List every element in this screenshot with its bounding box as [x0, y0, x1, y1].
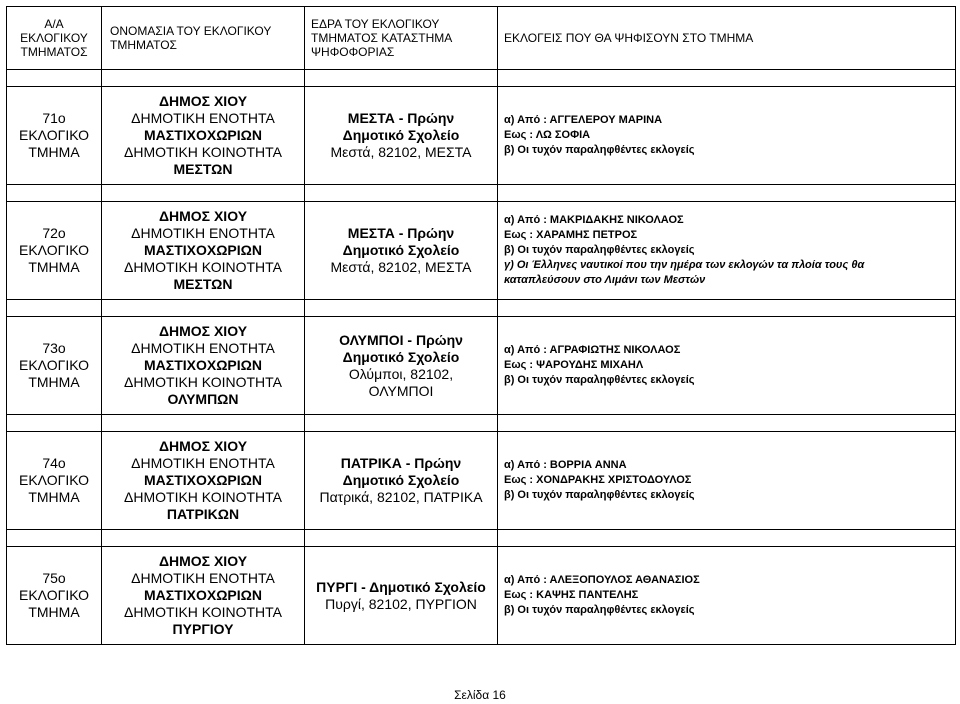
spacer-cell	[498, 300, 956, 317]
polling-place-line: ΟΛΥΜΠΟΙ - Πρώην	[339, 331, 463, 348]
section-code	[7, 432, 102, 530]
section-name-line: ΔΗΜΟΤΙΚΗ ΚΟΙΝΟΤΗΤΑ	[124, 259, 282, 275]
section-code-line: 75ο	[42, 570, 66, 586]
spacer-cell	[7, 300, 102, 317]
row-spacer	[7, 530, 956, 547]
polling-place	[305, 87, 498, 185]
section-code-line: 73ο	[42, 340, 66, 356]
polling-place-line: Δημοτικό Σχολείο	[342, 127, 460, 143]
row-spacer	[7, 70, 956, 87]
spacer-cell	[498, 70, 956, 87]
spacer-cell	[498, 185, 956, 202]
section-name-line: ΜΑΣΤΙΧΟΧΩΡΙΩΝ	[144, 127, 262, 143]
section-name-line: ΜΑΣΤΙΧΟΧΩΡΙΩΝ	[144, 472, 262, 488]
polling-place-line: Πατρικά, 82102, ΠΑΤΡΙΚΑ	[319, 489, 483, 505]
section-code-line: ΕΚΛΟΓΙΚΟ	[18, 587, 90, 603]
header-section-name	[102, 7, 305, 70]
section-name-line: ΔΗΜΟΣ ΧΙΟΥ	[158, 438, 248, 454]
polling-place-line: ΜΕΣΤΑ - Πρώην	[347, 110, 455, 126]
section-name-line: ΠΥΡΓΙΟΥ	[172, 621, 234, 637]
table-row	[7, 432, 956, 530]
spacer-cell	[7, 415, 102, 432]
section-code	[7, 547, 102, 645]
row-spacer	[7, 185, 956, 202]
spacer-cell	[305, 300, 498, 317]
section-name-line: ΜΑΣΤΙΧΟΧΩΡΙΩΝ	[144, 242, 262, 258]
polling-place-line: ΜΕΣΤΑ - Πρώην	[347, 225, 455, 241]
section-name-line: ΔΗΜΟΣ ΧΙΟΥ	[158, 208, 248, 224]
section-name-line: ΔΗΜΟΤΙΚΗ ΚΟΙΝΟΤΗΤΑ	[124, 604, 282, 620]
polling-place-line: ΠΥΡΓΙ - Δημοτικό Σχολείο	[316, 578, 486, 595]
section-code-line: ΤΜΗΜΑ	[28, 144, 80, 160]
section-name-line: ΔΗΜΟΤΙΚΗ ΕΝΟΤΗΤΑ	[131, 340, 275, 356]
voters-range-line: Εως : ΛΩ ΣΟΦΙΑ	[504, 129, 591, 141]
section-code-line: ΕΚΛΟΓΙΚΟ	[18, 242, 90, 258]
polling-place	[305, 202, 498, 300]
row-spacer	[7, 300, 956, 317]
header-text: ΤΜΗΜΑΤΟΣ	[110, 38, 177, 52]
voters-range-line: β) Οι τυχόν παραληφθέντες εκλογείς	[504, 489, 695, 501]
section-name-line: ΜΕΣΤΩΝ	[173, 276, 233, 292]
page-number: Σελίδα 16	[454, 688, 506, 702]
voters-range	[498, 317, 956, 415]
section-code-line: 72ο	[42, 225, 66, 241]
header-text: ΕΚΛΟΓΙΚΟΥ	[20, 31, 88, 45]
voters-range	[498, 547, 956, 645]
section-name-line: ΔΗΜΟΣ ΧΙΟΥ	[158, 553, 248, 569]
table-row	[7, 202, 956, 300]
polling-place-line: Μεστά, 82102, ΜΕΣΤΑ	[330, 144, 472, 160]
section-name-line: ΔΗΜΟΤΙΚΗ ΕΝΟΤΗΤΑ	[131, 110, 275, 126]
section-name-line: ΟΛΥΜΠΩΝ	[167, 391, 239, 407]
voters-range-line: Εως : ΨΑΡΟΥΔΗΣ ΜΙΧΑΗΛ	[504, 359, 644, 371]
section-code-line: ΕΚΛΟΓΙΚΟ	[18, 472, 90, 488]
spacer-cell	[305, 70, 498, 87]
voters-range-line: Εως : ΧΑΡΑΜΗΣ ΠΕΤΡΟΣ	[504, 229, 638, 241]
spacer-cell	[102, 415, 305, 432]
table-row	[7, 317, 956, 415]
section-name-line: ΔΗΜΟΤΙΚΗ ΕΝΟΤΗΤΑ	[131, 225, 275, 241]
table-row	[7, 87, 956, 185]
spacer-cell	[305, 530, 498, 547]
header-text: ΤΜΗΜΑΤΟΣ	[20, 45, 88, 59]
section-name-line: ΔΗΜΟΤΙΚΗ ΚΟΙΝΟΤΗΤΑ	[124, 374, 282, 390]
section-name-line: ΔΗΜΟΤΙΚΗ ΕΝΟΤΗΤΑ	[131, 570, 275, 586]
voters-range-line: β) Οι τυχόν παραληφθέντες εκλογείς	[504, 144, 695, 156]
header-polling-place	[305, 7, 498, 70]
spacer-cell	[498, 415, 956, 432]
voters-range	[498, 87, 956, 185]
polling-place-line: Δημοτικό Σχολείο	[342, 348, 460, 365]
voters-range-line: β) Οι τυχόν παραληφθέντες εκλογείς	[504, 374, 695, 386]
polling-place	[305, 317, 498, 415]
section-code-line: ΕΚΛΟΓΙΚΟ	[18, 357, 90, 373]
section-name	[102, 432, 305, 530]
voters-range	[498, 432, 956, 530]
header-text: ΤΜΗΜΑΤΟΣ ΚΑΤΑΣΤΗΜΑ	[311, 31, 453, 45]
header-text: Α/Α	[44, 17, 64, 31]
polling-sections-table	[6, 6, 956, 645]
section-code-line: ΤΜΗΜΑ	[28, 374, 80, 390]
spacer-cell	[102, 70, 305, 87]
row-spacer	[7, 415, 956, 432]
section-code-line: 74ο	[42, 455, 66, 471]
section-code-line: ΤΜΗΜΑ	[28, 489, 80, 505]
section-code	[7, 202, 102, 300]
header-section-number	[7, 7, 102, 70]
section-name-line: ΔΗΜΟΤΙΚΗ ΕΝΟΤΗΤΑ	[131, 455, 275, 471]
table-header-row	[7, 7, 956, 70]
section-name-line: ΜΑΣΤΙΧΟΧΩΡΙΩΝ	[144, 357, 262, 373]
voters-range-line: α) Από : ΜΑΚΡΙΔΑΚΗΣ ΝΙΚΟΛΑΟΣ	[504, 214, 684, 226]
polling-place	[305, 547, 498, 645]
spacer-cell	[102, 300, 305, 317]
section-name-line: ΔΗΜΟΤΙΚΗ ΚΟΙΝΟΤΗΤΑ	[124, 144, 282, 160]
section-name-line: ΔΗΜΟΤΙΚΗ ΚΟΙΝΟΤΗΤΑ	[124, 489, 282, 505]
polling-place-line: ΟΛΥΜΠΟΙ	[368, 382, 434, 399]
section-code-line: 71ο	[42, 110, 66, 126]
header-text: ΨΗΦΟΦΟΡΙΑΣ	[311, 45, 395, 59]
voters-range-line: α) Από : ΑΓΡΑΦΙΩΤΗΣ ΝΙΚΟΛΑΟΣ	[504, 344, 681, 356]
header-text: ΕΚΛΟΓΕΙΣ ΠΟΥ ΘΑ ΨΗΦΙΣΟΥΝ ΣΤΟ ΤΜΗΜΑ	[504, 31, 754, 45]
section-code-line: ΕΚΛΟΓΙΚΟ	[18, 127, 90, 143]
polling-place-line: Πυργί, 82102, ΠΥΡΓΙΟΝ	[325, 595, 477, 612]
section-code	[7, 87, 102, 185]
voters-range-line: γ) Οι Έλληνες ναυτικοί που την ημέρα των εκλογών τα πλοία τους θα	[504, 259, 865, 271]
spacer-cell	[305, 185, 498, 202]
section-name	[102, 317, 305, 415]
section-name	[102, 547, 305, 645]
section-name-line: ΔΗΜΟΣ ΧΙΟΥ	[158, 93, 248, 109]
document-page	[6, 6, 955, 645]
polling-place	[305, 432, 498, 530]
voters-range-line: καταπλεύσουν στο Λιμάνι των Μεστών	[504, 274, 706, 286]
section-name-line: ΔΗΜΟΣ ΧΙΟΥ	[158, 323, 248, 339]
section-code-line: ΤΜΗΜΑ	[28, 259, 80, 275]
polling-place-line: ΠΑΤΡΙΚΑ - Πρώην	[340, 455, 462, 471]
header-text: ΕΔΡΑ ΤΟΥ ΕΚΛΟΓΙΚΟΥ	[311, 17, 440, 31]
section-code	[7, 317, 102, 415]
voters-range-line: β) Οι τυχόν παραληφθέντες εκλογείς	[504, 604, 695, 616]
polling-place-line: Ολύμποι, 82102,	[348, 365, 454, 382]
header-text: ΟΝΟΜΑΣΙΑ ΤΟΥ ΕΚΛΟΓΙΚΟΥ	[110, 24, 272, 38]
section-name	[102, 87, 305, 185]
spacer-cell	[7, 185, 102, 202]
polling-place-line: Μεστά, 82102, ΜΕΣΤΑ	[330, 259, 472, 275]
voters-range-line: Εως : ΚΑΨΗΣ ΠΑΝΤΕΛΗΣ	[504, 589, 639, 601]
spacer-cell	[102, 185, 305, 202]
spacer-cell	[7, 70, 102, 87]
voters-range	[498, 202, 956, 300]
spacer-cell	[102, 530, 305, 547]
spacer-cell	[498, 530, 956, 547]
voters-range-line: Εως : ΧΟΝΔΡΑΚΗΣ ΧΡΙΣΤΟΔΟΥΛΟΣ	[504, 474, 692, 486]
voters-range-line: α) Από : ΑΓΓΕΛΕΡΟΥ ΜΑΡΙΝΑ	[504, 114, 663, 126]
voters-range-line: β) Οι τυχόν παραληφθέντες εκλογείς	[504, 244, 695, 256]
section-name-line: ΠΑΤΡΙΚΩΝ	[166, 506, 240, 522]
section-name-line: ΜΑΣΤΙΧΟΧΩΡΙΩΝ	[144, 587, 262, 603]
voters-range-line: α) Από : ΑΛΕΞΟΠΟΥΛΟΣ ΑΘΑΝΑΣΙΟΣ	[504, 574, 700, 586]
spacer-cell	[7, 530, 102, 547]
voters-range-line: α) Από : ΒΟΡΡΙΑ ΑΝΝΑ	[504, 459, 627, 471]
spacer-cell	[305, 415, 498, 432]
polling-place-line: Δημοτικό Σχολείο	[342, 472, 460, 488]
section-code-line: ΤΜΗΜΑ	[28, 604, 80, 620]
polling-place-line: Δημοτικό Σχολείο	[342, 242, 460, 258]
section-name-line: ΜΕΣΤΩΝ	[173, 161, 233, 177]
section-name	[102, 202, 305, 300]
header-voters	[498, 7, 956, 70]
table-row	[7, 547, 956, 645]
